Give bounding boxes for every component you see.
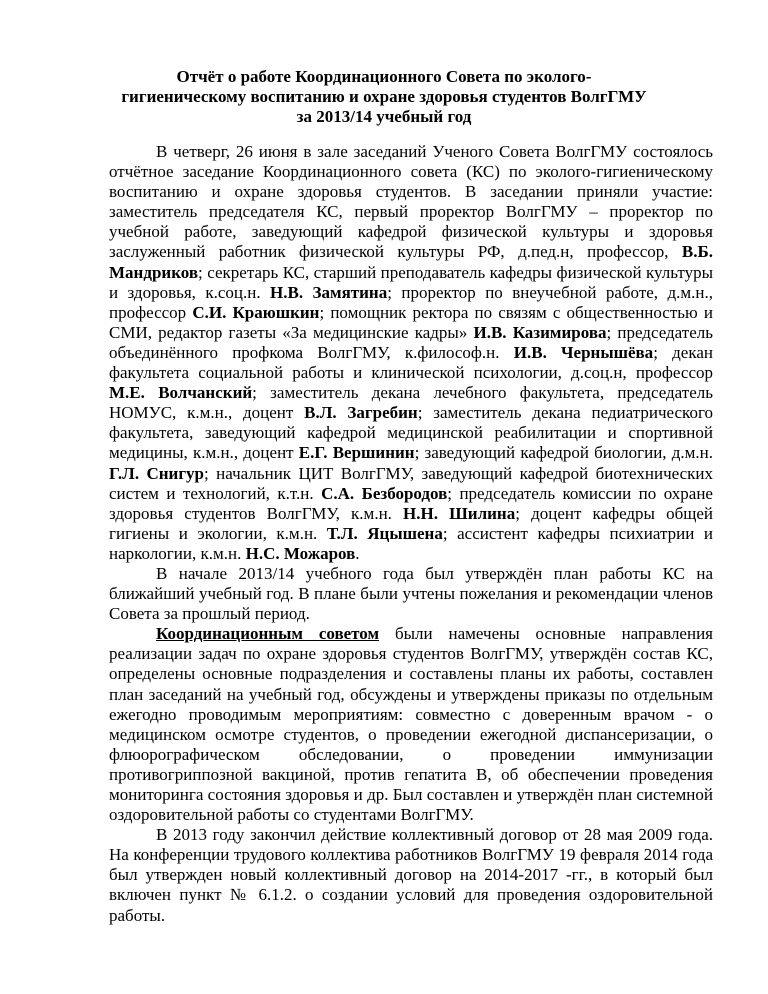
text-segment: .: [355, 543, 360, 563]
title-line-3: за 2013/14 учебный год: [296, 107, 472, 126]
text-segment: ; декан факультета социальной работы и клинической психологии, д.соц.н, профессор: [109, 342, 713, 383]
paragraph-council-directions: [109, 624, 713, 825]
paragraph-collective-agreement: В 2013 году закончил действие коллективный договор от 28 мая 2009 года. На конференции трудового коллектива работников ВолгГМУ 19 февраля 2014 года был утвержден новый коллективный договор на 2014-2017 -гг., в который был включен пункт № 6.1.2. о создании условий для проведения оздоровительной работы.: [109, 825, 713, 925]
participant-name: М.Е. Волчанский: [109, 383, 253, 403]
participant-name: В.Л. Загребин: [304, 403, 418, 423]
text-segment: ; председатель комиссии по охране здоровья студентов ВолгГМУ, к.м.н.: [109, 483, 713, 523]
text-segment: В четверг, 26 июня в зале заседаний Ученого Совета ВолгГМУ состоялось отчётное заседание Координационного совета (КС) по эколого-гигиеническому воспитанию и охране здоровья студентов. В заседании приняли участие: заместитель председателя КС, первый проректор ВолгГМУ – проректор по учебной работе, заведующий кафедрой физической культуры и здоровья заслуженный работник физической культуры РФ, д.пед.н, профессор,: [109, 142, 713, 262]
title-line-1: Отчёт о работе Координационного Совета по эколого-: [176, 67, 592, 86]
participant-name: С.А. Безбородов: [321, 483, 448, 503]
participant-name: Н.С. Можаров: [245, 543, 356, 563]
participant-name: В.Б. Мандриков: [109, 242, 713, 282]
text-segment: были намечены основные направления реализации задач по охране здоровья студентов ВолгГМУ, утверждён состав КС, определены основные подразделения и составлены планы их работы, составлен план заседаний на учебный год, обсуждены и утверждены приказы по отдельным ежегодно проводимым мероприятиям: совместно с доверенным врачом - о медицинском осмотре студентов, о проведении ежегодной диспансеризации, о флюорографическом обследовании, о проведении иммунизации противогриппозной вакциной, против гепатита В, об обеспечении проведения мониторинга состояния здоровья и др. Был составлен и утверждён план системной оздоровительной работы со студентами ВолгГМУ.: [109, 624, 713, 825]
text-segment: ; заместитель декана лечебного факультета, председатель НОМУС, к.м.н., доцент: [109, 383, 713, 423]
text-segment: ; секретарь КС, старший преподаватель кафедры физической культуры и здоровья, к.соц.н.: [109, 262, 713, 302]
paragraph-meeting-participants: [109, 142, 713, 564]
text-segment: ; доцент кафедры общей гигиены и экологии, к.м.н.: [109, 503, 713, 543]
title-line-2: гигиеническому воспитанию и охране здоровья студентов ВолгГМУ: [121, 87, 647, 106]
participant-name: С.И. Краюшкин: [192, 302, 320, 322]
participant-name: И.В. Чернышёва: [513, 342, 654, 362]
text-segment: ; начальник ЦИТ ВолгГМУ, заведующий кафедрой биотехнических систем и технологий, к.т.н.: [109, 463, 713, 503]
text-segment: ; заведующий кафедрой биологии, д.м.н.: [414, 443, 713, 463]
participant-name: Т.Л. Яцышена: [326, 523, 443, 543]
text-segment: ; проректор по внеучебной работе, д.м.н., профессор: [109, 282, 713, 322]
document-body: [109, 142, 713, 926]
participant-name: Н.В. Замятина: [270, 282, 388, 302]
document-title: [0, 67, 768, 127]
text-segment: ; ассистент кафедры психиатрии и наркологии, к.м.н.: [109, 523, 714, 563]
paragraph-annual-plan: В начале 2013/14 учебного года был утверждён план работы КС на ближайший учебный год. В плане были учтены пожелания и рекомендации членов Совета за прошлый период.: [109, 563, 713, 624]
participant-name: Е.Г. Вершинин: [298, 443, 415, 463]
text-segment: ; заместитель декана педиатрического факультета, заведующий кафедрой медицинской реабилитации и спортивной медицины, к.м.н., доцент: [109, 403, 713, 463]
text-segment: ; председатель объединённого профкома ВолгГМУ, к.философ.н.: [109, 322, 713, 362]
text-segment: ; помощник ректора по связям с общественностью и СМИ, редактор газеты «За медицинские кадры»: [109, 302, 713, 342]
participant-name: Г.Л. Снигур: [109, 463, 205, 483]
underlined-lead: Координационным советом: [156, 624, 380, 644]
participant-name: Н.Н. Шилина: [403, 503, 516, 523]
participant-name: И.В. Казимирова: [473, 322, 607, 342]
